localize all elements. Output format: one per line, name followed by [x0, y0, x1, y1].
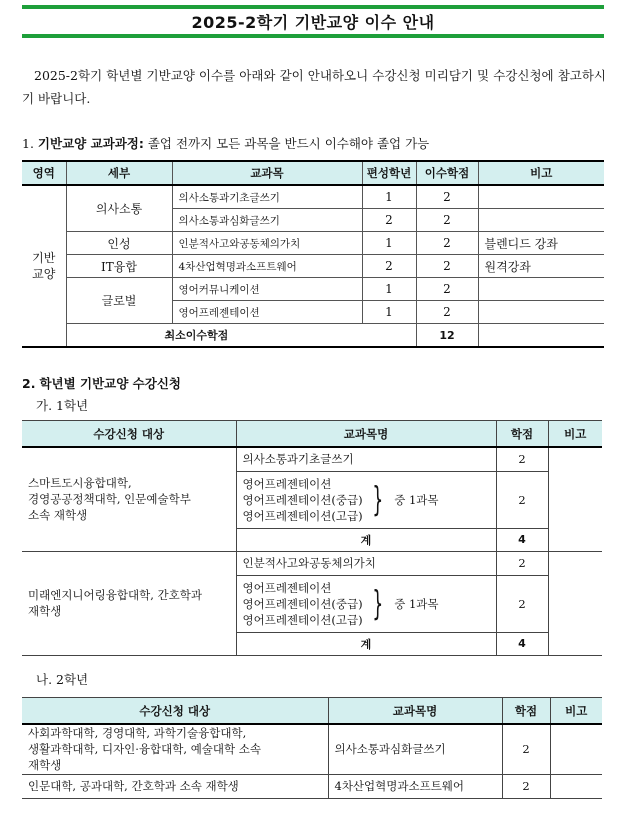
credit-cell: 2 — [416, 255, 478, 278]
total-value: 12 — [416, 324, 478, 348]
credit-cell: 2 — [502, 724, 550, 774]
course-cell: 인분적사고와공동체의가치 — [236, 551, 496, 575]
note-cell — [550, 724, 602, 774]
header-credit: 학점 — [496, 421, 548, 448]
target-cell: 미래엔지니어링융합대학, 간호학과 재학생 — [22, 551, 236, 655]
course-cell: 인분적사고와공동체의가치 — [172, 232, 362, 255]
brace-icon: } — [371, 583, 383, 624]
credit-cell: 2 — [416, 301, 478, 324]
header-target: 수강신청 대상 — [22, 698, 328, 725]
year-cell: 1 — [362, 301, 416, 324]
total-label: 계 — [236, 632, 496, 655]
grade1-header-row — [22, 421, 602, 448]
page-title-bar — [22, 5, 604, 38]
section2-heading — [22, 374, 181, 392]
section1-number: 1. — [22, 136, 34, 151]
table-row — [22, 447, 602, 471]
note-cell: 블렌디드 강좌 — [478, 232, 604, 255]
options-cell — [236, 575, 496, 632]
note-cell — [548, 447, 602, 551]
target-cell: 사회과학대학, 경영대학, 과학기술융합대학, 생활과학대학, 디자인·융합대학, 예술대학 소속 재학생 — [22, 724, 328, 774]
group-it: IT융합 — [66, 255, 172, 278]
course-cell: 4차산업혁명과소프트웨어 — [172, 255, 362, 278]
group-global: 글로벌 — [66, 278, 172, 324]
target-cell: 스마트도시융합대학, 경영공공정책대학, 인문예술학부 소속 재학생 — [22, 447, 236, 551]
header-note: 비고 — [548, 421, 602, 448]
credit-cell: 2 — [496, 575, 548, 632]
option-list: 영어프레젠테이션 영어프레젠테이션(중급) 영어프레젠테이션(고급) — [242, 580, 363, 627]
header-target: 수강신청 대상 — [22, 421, 236, 448]
grade1-table — [22, 420, 602, 656]
table-row — [22, 185, 604, 209]
table-row — [22, 278, 604, 301]
year-cell: 1 — [362, 185, 416, 209]
credit-cell: 2 — [502, 774, 550, 798]
course-cell: 영어프레젠테이션 — [172, 301, 362, 324]
course-cell: 의사소통과심화글쓰기 — [172, 209, 362, 232]
header-credit: 학점 — [502, 698, 550, 725]
pick-label: 중 1과목 — [394, 596, 439, 611]
curriculum-table — [22, 160, 604, 348]
header-area: 영역 — [22, 161, 66, 185]
header-course: 교과목 — [172, 161, 362, 185]
area-cell: 기반 교양 — [22, 185, 66, 347]
note-cell — [478, 185, 604, 209]
table-row — [22, 232, 604, 255]
total-label: 계 — [236, 528, 496, 551]
option-list: 영어프레젠테이션 영어프레젠테이션(중급) 영어프레젠테이션(고급) — [242, 476, 363, 523]
course-cell: 영어커뮤니케이션 — [172, 278, 362, 301]
pick-label: 중 1과목 — [394, 492, 439, 507]
credit-cell: 2 — [416, 209, 478, 232]
total-note — [478, 324, 604, 348]
total-label: 최소이수학점 — [66, 324, 416, 348]
header-detail: 세부 — [66, 161, 172, 185]
section2-number: 2. — [22, 376, 36, 391]
header-credit: 이수학점 — [416, 161, 478, 185]
note-cell — [548, 551, 602, 655]
header-year: 편성학년 — [362, 161, 416, 185]
table-row — [22, 774, 602, 798]
note-cell — [478, 301, 604, 324]
curriculum-header-row — [22, 161, 604, 185]
note-cell — [550, 774, 602, 798]
group-character: 인성 — [66, 232, 172, 255]
credit-cell: 2 — [416, 232, 478, 255]
table-row — [22, 724, 602, 774]
credit-cell: 2 — [496, 447, 548, 471]
header-course: 교과목명 — [236, 421, 496, 448]
grade2-header-row — [22, 698, 602, 725]
course-cell: 의사소통과심화글쓰기 — [328, 724, 502, 774]
year-cell: 1 — [362, 278, 416, 301]
option-group — [237, 580, 496, 628]
credit-cell: 2 — [416, 185, 478, 209]
section1-heading — [22, 134, 429, 152]
note-cell — [478, 209, 604, 232]
total-row — [22, 324, 604, 348]
total-value: 4 — [496, 632, 548, 655]
intro-paragraph: 2025-2학기 학년별 기반교양 이수를 아래와 같이 안내하오니 수강신청 미리담기 및 수강신청에 참고하시기 바랍니다. — [22, 68, 606, 106]
year-cell: 2 — [362, 209, 416, 232]
grade2-table — [22, 697, 602, 799]
group-communication: 의사소통 — [66, 185, 172, 232]
section1-desc: 졸업 전까지 모든 과목을 반드시 이수해야 졸업 가능 — [143, 136, 430, 151]
year-cell: 2 — [362, 255, 416, 278]
grade2-label: 나. 2학년 — [36, 672, 89, 687]
header-course: 교과목명 — [328, 698, 502, 725]
header-note: 비고 — [478, 161, 604, 185]
course-cell: 의사소통과기초글쓰기 — [172, 185, 362, 209]
table-row — [22, 551, 602, 575]
page-title: 2025-2학기 기반교양 이수 안내 — [191, 13, 435, 32]
credit-cell: 2 — [496, 551, 548, 575]
grade1-label: 가. 1학년 — [36, 398, 89, 413]
year-cell: 1 — [362, 232, 416, 255]
header-note: 비고 — [550, 698, 602, 725]
note-cell — [478, 278, 604, 301]
section2-title: 학년별 기반교양 수강신청 — [39, 376, 181, 391]
total-value: 4 — [496, 528, 548, 551]
options-cell — [236, 471, 496, 528]
section1-title: 기반교양 교과과정: — [37, 136, 144, 151]
option-group — [237, 476, 496, 524]
credit-cell: 2 — [496, 471, 548, 528]
credit-cell: 2 — [416, 278, 478, 301]
course-cell: 의사소통과기초글쓰기 — [236, 447, 496, 471]
note-cell: 원격강좌 — [478, 255, 604, 278]
brace-icon: } — [371, 479, 383, 520]
course-cell: 4차산업혁명과소프트웨어 — [328, 774, 502, 798]
table-row — [22, 255, 604, 278]
target-cell: 인문대학, 공과대학, 간호학과 소속 재학생 — [22, 774, 328, 798]
